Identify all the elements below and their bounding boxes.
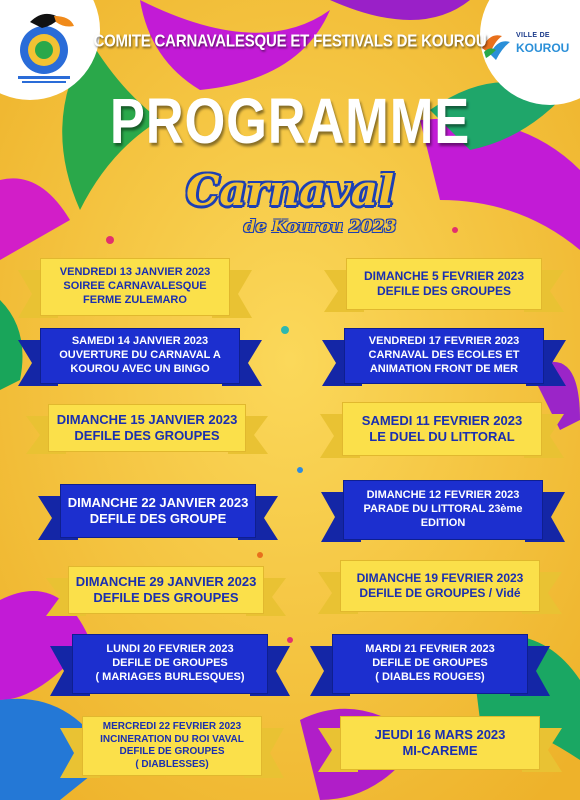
schedule-item-face	[343, 480, 543, 540]
schedule-text: MI-CAREME	[402, 743, 478, 758]
schedule-text: SOIREE CARNAVALESQUE	[63, 280, 207, 293]
schedule-item-face	[82, 716, 262, 776]
schedule-text: DEFILE DE GROUPES / Vidé	[359, 586, 521, 600]
schedule-text: DEFILE DES GROUPES	[376, 284, 512, 298]
schedule-text: KOUROU AVEC UN BINGO	[70, 362, 210, 375]
schedule-text: OUVERTURE DU CARNAVAL A	[59, 349, 221, 362]
logo-kourou-text: KOUROU	[516, 41, 570, 55]
schedule-item-face	[60, 484, 256, 538]
schedule-item	[344, 328, 544, 384]
schedule-text: DEFILE DES GROUPES	[93, 590, 239, 605]
schedule-date: MARDI 21 FEVRIER 2023	[365, 643, 495, 656]
schedule-item	[342, 402, 542, 456]
schedule-date: VENDREDI 17 FEVRIER 2023	[368, 335, 520, 348]
schedule-item-face	[340, 716, 540, 770]
schedule-item	[48, 404, 246, 452]
schedule-item	[332, 634, 528, 694]
schedule-item	[340, 560, 540, 612]
schedule-date: DIMANCHE 15 JANVIER 2023	[56, 411, 238, 427]
schedule-item	[40, 258, 230, 316]
schedule-text: ( DIABLESSES)	[135, 758, 209, 770]
schedule-date: SAMEDI 14 JANVIER 2023	[71, 335, 209, 348]
schedule-text: INCINERATION DU ROI VAVAL	[100, 733, 244, 745]
schedule-text: DEFILE DES GROUPE	[89, 511, 227, 526]
schedule-item	[68, 566, 264, 614]
schedule-text: LE DUEL DU LITTORAL	[369, 429, 515, 444]
schedule-item-face	[40, 328, 240, 384]
schedule-item	[60, 484, 256, 538]
schedule-item-face	[332, 634, 528, 694]
schedule-text: FERME ZULEMARO	[83, 293, 187, 306]
schedule-item	[340, 716, 540, 770]
schedule-text: ( MARIAGES BURLESQUES)	[95, 670, 245, 683]
schedule-text: DEFILE DES GROUPES	[74, 428, 220, 443]
schedule-date: SAMEDI 11 FEVRIER 2023	[361, 412, 523, 428]
schedule-text: PARADE DU LITTORAL 23ème	[363, 503, 523, 516]
schedule-item-face	[346, 258, 542, 310]
schedule-date: DIMANCHE 19 FEVRIER 2023	[356, 571, 524, 585]
schedule-date: MERCREDI 22 FEVRIER 2023	[102, 721, 242, 732]
schedule-item	[40, 328, 240, 384]
schedule-item	[72, 634, 268, 694]
schedule-text: ANIMATION FRONT DE MER	[369, 362, 519, 375]
schedule-date: DIMANCHE 22 JANVIER 2023	[67, 494, 249, 510]
schedule-item-face	[40, 258, 230, 316]
event-subtitle: de Kourou 2023	[243, 217, 397, 237]
schedule-text: EDITION	[420, 516, 466, 529]
schedule-item-face	[48, 404, 246, 452]
event-title: Carnaval	[185, 166, 395, 215]
logo-ville-text: VILLE DE	[516, 32, 550, 39]
schedule-item-face	[342, 402, 542, 456]
schedule-date: DIMANCHE 12 FEVRIER 2023	[366, 489, 520, 502]
programme-title: PROGRAMME	[109, 85, 471, 157]
schedule-item	[343, 480, 543, 540]
schedule-date: LUNDI 20 FEVRIER 2023	[106, 643, 234, 656]
schedule-date: DIMANCHE 29 JANVIER 2023	[75, 573, 257, 589]
schedule-date: DIMANCHE 5 FEVRIER 2023	[363, 269, 525, 283]
schedule-date: JEUDI 16 MARS 2023	[374, 726, 506, 742]
schedule-item-face	[340, 560, 540, 612]
committee-logo	[8, 6, 80, 86]
schedule-text: CARNAVAL DES ECOLES ET	[368, 349, 520, 362]
schedule-item	[82, 716, 262, 776]
schedule-date: VENDREDI 13 JANVIER 2023	[59, 266, 211, 279]
schedule-item-face	[72, 634, 268, 694]
schedule-item-face	[68, 566, 264, 614]
schedule-item-face	[344, 328, 544, 384]
schedule-text: DEFILE DE GROUPES	[119, 746, 225, 757]
committee-title: COMITE CARNAVALESQUE ET FESTIVALS DE KOUROU	[93, 31, 487, 52]
schedule-text: DEFILE DE GROUPES	[372, 657, 488, 670]
schedule-text: DEFILE DE GROUPES	[112, 657, 228, 670]
schedule-item	[346, 258, 542, 310]
schedule-text: ( DIABLES ROUGES)	[375, 670, 485, 683]
